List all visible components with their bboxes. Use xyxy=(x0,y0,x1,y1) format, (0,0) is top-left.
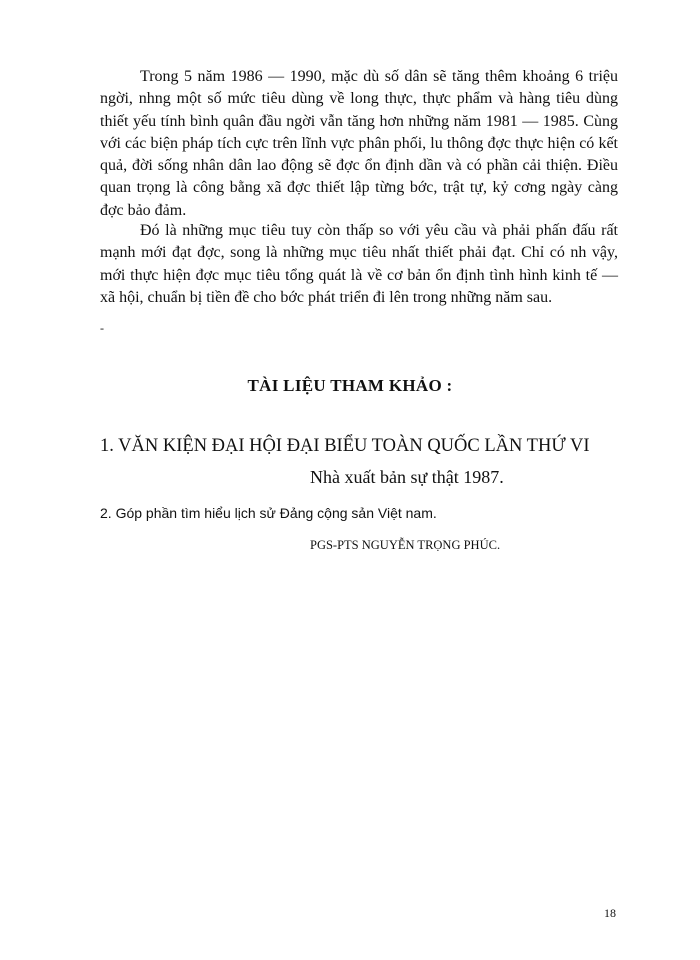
page-number: 18 xyxy=(604,906,616,920)
reference-detail: Nhà xuất bản sự thật 1987. xyxy=(310,467,504,487)
body-paragraph: Trong 5 năm 1986 — 1990, mặc dù số dân sẽ tăng thêm khoảng 6 triệu ngời, nhng một số mức tiêu dùng về long thực, thực phẩm và hàng tiêu dùng thiết yếu tính bình quân đầu ngời vẫn tăng hơn những năm 1981 — 1985. Cùng với các biện pháp tích cực trên lĩnh vực phân phối, lu thông đợc thực hiện có kết quả, đời sống nhân dân lao động sẽ đợc ổn định dần và có phần cải thiện. Điều quan trọng là công bằng xã đợc thiết lập từng bớc, trật tự, kỷ cơng ngày càng đợc bảo đảm. xyxy=(100,68,618,219)
references-heading: TÀI LIỆU THAM KHẢO : xyxy=(247,376,453,395)
dash-mark: - xyxy=(100,321,104,335)
reference-detail: PGS-PTS NGUYỄN TRỌNG PHÚC. xyxy=(310,538,501,552)
reference-title: 2. Góp phần tìm hiểu lịch sử Đảng cộng sản Việt nam. xyxy=(100,505,437,521)
body-paragraph: Đó là những mục tiêu tuy còn thấp so với yêu cầu và phải phấn đấu rất mạnh mới đạt đợc, song là những mục tiêu nhất thiết phải đạt. Chỉ có nh vậy, mới thực hiện đợc mục tiêu tổng quát là về cơ bản ổn định tình hình kinh tế — xã hội, chuẩn bị tiền đề cho bớc phát triển đi lên trong những năm sau. xyxy=(100,222,618,306)
reference-title: 1. VĂN KIỆN ĐẠI HỘI ĐẠI BIỂU TOÀN QUỐC LẦN THỨ VI xyxy=(100,436,590,456)
